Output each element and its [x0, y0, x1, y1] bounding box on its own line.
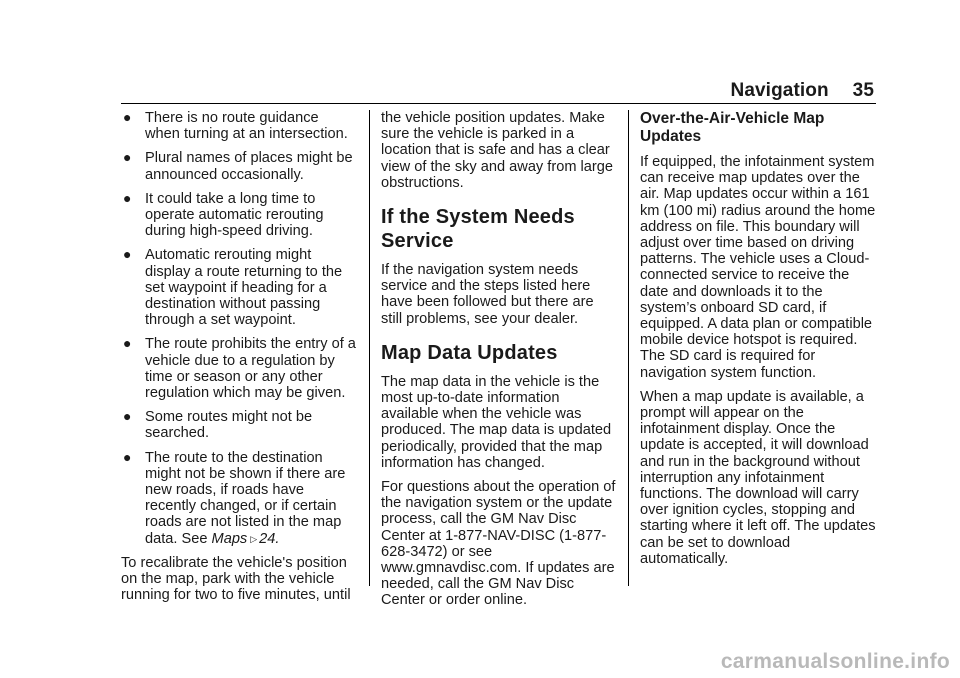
limitations-list: [121, 110, 357, 547]
ota-paragraph-1: If equipped, the infotainment system can receive map updates over the air. Map updates occur within a 161 km (100 mi) radius around the home address on file. This boundary will adjust over time based on driving patterns. The vehicle uses a Cloud-connected service to receive the date and downloads it to the system’s onboard SD card, if equipped. A data plan or compatible mobile device hotspot is required. The SD card is required for navigation system function.: [640, 154, 876, 381]
list-item-text: The route to the destination might not be shown if there are new roads, if roads have recently changed, or if certain roads are not listed in the map data. See: [145, 449, 346, 547]
column-1: [121, 110, 357, 611]
list-item-text: The route prohibits the entry of a vehicle due to a regulation by time or season or any other regulation which may be given.: [145, 336, 356, 402]
maps-link[interactable]: [212, 531, 276, 547]
column-3: [640, 110, 876, 575]
bullet-icon: ●: [123, 408, 132, 425]
page-header: [731, 80, 874, 102]
continued-paragraph: the vehicle position updates. Make sure the vehicle is parked in a location that is safe and has a clear view of the sky and away from large obstructions.: [381, 110, 613, 191]
list-item: [121, 150, 357, 182]
bullet-icon: ●: [123, 335, 132, 352]
list-item: [121, 450, 357, 547]
ota-paragraph-2: When a map update is available, a prompt will appear on the infotainment display. Once the update is accepted, it will download and run in the background without interruption any infotainment functions. The download will carry over ignition cycles, stopping and starting where it left off. The updates can be set to download automatically.: [640, 388, 876, 567]
recalibrate-paragraph: To recalibrate the vehicle's position on the map, park with the vehicle running for two to five minutes, until: [121, 554, 351, 604]
list-item: [121, 247, 357, 328]
maps-link-page: 24: [259, 530, 276, 547]
list-item-text: Plural names of places might be announced occasionally.: [145, 150, 353, 183]
page-reference-icon: ▷: [250, 533, 258, 544]
map-updates-paragraph-1: The map data in the vehicle is the most up-to-date information available when the vehicle was produced. The map data is updated periodically, provided that the map information has changed.: [381, 373, 612, 471]
list-item: [121, 336, 357, 401]
map-updates-heading: Map Data Updates: [381, 341, 558, 364]
bullet-icon: ●: [123, 149, 132, 166]
list-item: [121, 409, 357, 441]
section-title: Navigation: [730, 80, 829, 101]
watermark: carmanualsonline.info: [720, 650, 950, 673]
sentence-end: .: [275, 530, 280, 547]
bullet-icon: ●: [123, 189, 132, 206]
maps-link-label: Maps: [211, 530, 248, 547]
bullet-icon: ●: [123, 448, 132, 465]
bullet-icon: ●: [123, 246, 132, 263]
list-item-text: Some routes might not be searched.: [145, 409, 313, 442]
map-updates-paragraph-2: For questions about the operation of the navigation system or the update process, call the GM Nav Disc Center at 1-877-NAV-DISC (1-877-628-3472) or see www.gmnavdisc.com. If updates are needed, call the GM Nav Disc Center or order online.: [381, 479, 616, 609]
list-item-text: There is no route guidance when turning at an intersection.: [145, 110, 348, 143]
column-divider: [369, 110, 370, 586]
list-item: [121, 110, 357, 142]
list-item-text: It could take a long time to operate automatic rerouting during high-speed driving.: [145, 190, 324, 240]
page-number: 35: [852, 80, 874, 101]
column-divider: [628, 110, 629, 586]
header-rule: [121, 103, 876, 104]
bullet-icon: ●: [123, 109, 132, 125]
list-item: [121, 191, 357, 240]
ota-heading: Over-the-Air-Vehicle Map Updates: [640, 110, 825, 145]
list-item-text: Automatic rerouting might display a route returning to the set waypoint if heading for a destination without passing through a set waypoint.: [145, 247, 343, 329]
column-2: [381, 110, 617, 617]
service-paragraph: If the navigation system needs service and the steps listed here have been followed but there are still problems, see your dealer.: [381, 262, 594, 327]
service-heading: If the System Needs Service: [381, 206, 575, 253]
